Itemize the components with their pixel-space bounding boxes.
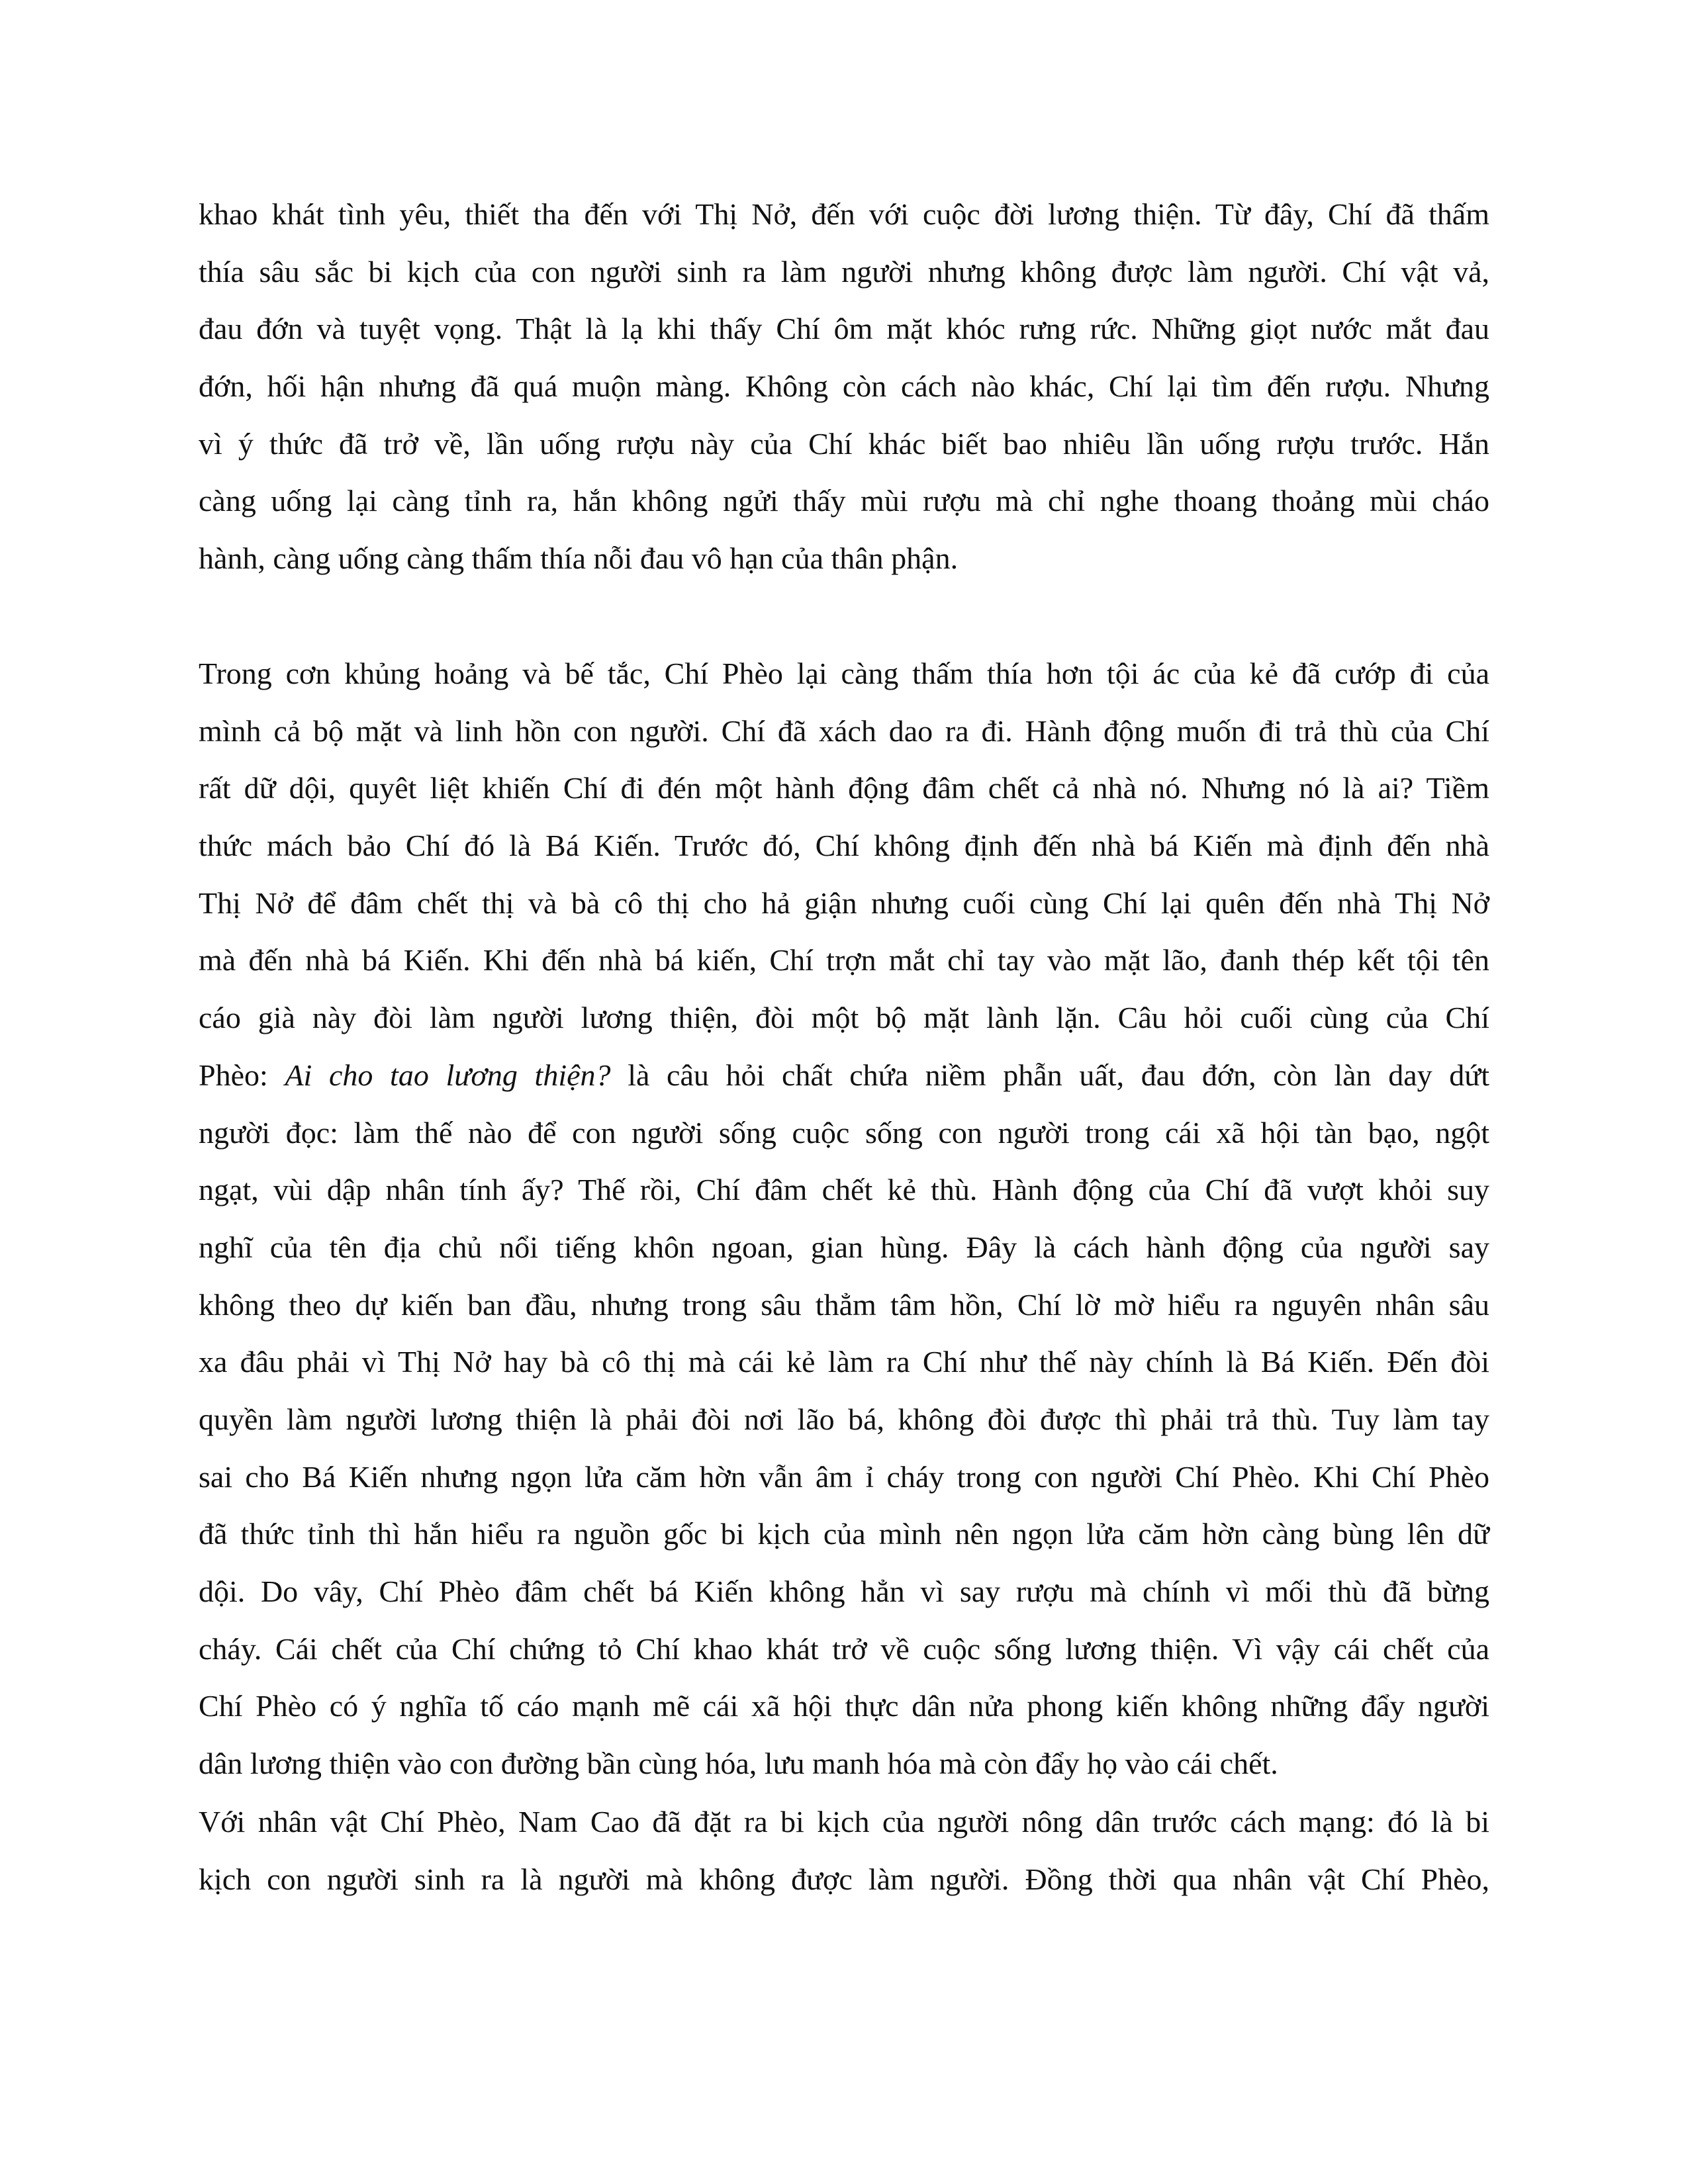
text-line: sai cho Bá Kiến nhưng ngọn lửa căm hờn vẫn âm ỉ cháy trong con người Chí Phèo. Khi Chí Phèo (199, 1459, 1489, 1494)
text-line: kịch con người sinh ra là người mà không được làm người. Đồng thời qua nhân vật Chí Phèo, (199, 1862, 1489, 1896)
text-line: đớn, hối hận nhưng đã quá muộn màng. Không còn cách nào khác, Chí lại tìm đến rượu. Nhưng (199, 369, 1489, 404)
text-segment: Phèo: (199, 1058, 285, 1092)
paragraph-3 (199, 1794, 1489, 1908)
text-line: người đọc: làm thế nào để con người sống cuộc sống con người trong cái xã hội tàn bạo, ngột (199, 1115, 1489, 1150)
text-line: mình cả bộ mặt và linh hồn con người. Chí đã xách dao ra đi. Hành động muốn đi trả thù của Chí (199, 713, 1489, 748)
text-line: vì ý thức đã trở về, lần uống rượu này của Chí khác biết bao nhiêu lần uống rượu trước. Hắn (199, 426, 1489, 461)
text-line: Thị Nở để đâm chết thị và bà cô thị cho hả giận nhưng cuối cùng Chí lại quên đến nhà Thị Nở (199, 886, 1489, 920)
text-line: đã thức tỉnh thì hắn hiểu ra nguồn gốc bi kịch của mình nên ngọn lửa căm hờn càng bùng lên dữ (199, 1517, 1489, 1551)
text-line: Với nhân vật Chí Phèo, Nam Cao đã đặt ra bi kịch của người nông dân trước cách mạng: đó là bi (199, 1805, 1489, 1839)
text-line: cháy. Cái chết của Chí chứng tỏ Chí khao khát trở về cuộc sống lương thiện. Vì vậy cái chết của (199, 1631, 1489, 1666)
paragraph-1 (199, 186, 1489, 588)
text-line: càng uống lại càng tỉnh ra, hắn không ngửi thấy mùi rượu mà chỉ nghe thoang thoảng mùi cháo (199, 484, 1489, 518)
text-line: nghĩ của tên địa chủ nổi tiếng khôn ngoan, gian hùng. Đây là cách hành động của người say (199, 1230, 1489, 1264)
text-line-with-quote (199, 1047, 1489, 1105)
text-line: Chí Phèo có ý nghĩa tố cáo mạnh mẽ cái xã hội thực dân nửa phong kiến không những đẩy người (199, 1689, 1489, 1723)
text-line: cáo già này đòi làm người lương thiện, đòi một bộ mặt lành lặn. Câu hỏi cuối cùng của Chí (199, 1001, 1489, 1035)
text-line: khao khát tình yêu, thiết tha đến với Thị Nở, đến với cuộc đời lương thiện. Từ đây, Chí đã thấm (199, 197, 1489, 231)
text-line: thía sâu sắc bi kịch của con người sinh ra làm người nhưng không được làm người. Chí vật vả, (199, 254, 1489, 289)
text-line: thức mách bảo Chí đó là Bá Kiến. Trước đó, Chí không định đến nhà bá Kiến mà định đến nhà (199, 829, 1489, 863)
text-line: quyền làm người lương thiện là phải đòi nơi lão bá, không đòi được thì phải trả thù. Tuy làm tay (199, 1402, 1489, 1436)
text-line: hành, càng uống càng thấm thía nỗi đau vô hạn của thân phận. (199, 541, 959, 576)
text-segment: là câu hỏi chất chứa niềm phẫn uất, đau đớn, còn làn day dứt (610, 1058, 1489, 1092)
italic-quote: Ai cho tao lương thiện? (285, 1058, 611, 1092)
text-line: dân lương thiện vào con đường bần cùng hóa, lưu manh hóa mà còn đẩy họ vào cái chết. (199, 1747, 1278, 1781)
text-line: rất dữ dội, quyêt liệt khiến Chí đi đén một hành động đâm chết cả nhà nó. Nhưng nó là ai? Tiềm (199, 771, 1489, 805)
text-line: xa đâu phải vì Thị Nở hay bà cô thị mà cái kẻ làm ra Chí như thế này chính là Bá Kiến. Đến đòi (199, 1345, 1489, 1379)
text-line: Trong cơn khủng hoảng và bế tắc, Chí Phèo lại càng thấm thía hơn tội ác của kẻ đã cướp đi của (199, 657, 1489, 690)
text-line: mà đến nhà bá Kiến. Khi đến nhà bá kiến, Chí trợn mắt chỉ tay vào mặt lão, đanh thép kết tội tên (199, 943, 1489, 978)
text-line: dội. Do vây, Chí Phèo đâm chết bá Kiến không hẳn vì say rượu mà chính vì mối thù đã bừng (199, 1574, 1489, 1608)
paragraph-2 (199, 645, 1489, 1793)
text-line: không theo dự kiến ban đầu, nhưng trong sâu thẳm tâm hồn, Chí lờ mờ hiểu ra nguyên nhân sâu (199, 1287, 1489, 1322)
text-line: ngạt, vùi dập nhân tính ấy? Thế rồi, Chí đâm chết kẻ thù. Hành động của Chí đã vượt khỏi suy (199, 1173, 1489, 1207)
text-line: đau đớn và tuyệt vọng. Thật là lạ khi thấy Chí ôm mặt khóc rưng rức. Những giọt nước mắt đau (199, 312, 1489, 346)
